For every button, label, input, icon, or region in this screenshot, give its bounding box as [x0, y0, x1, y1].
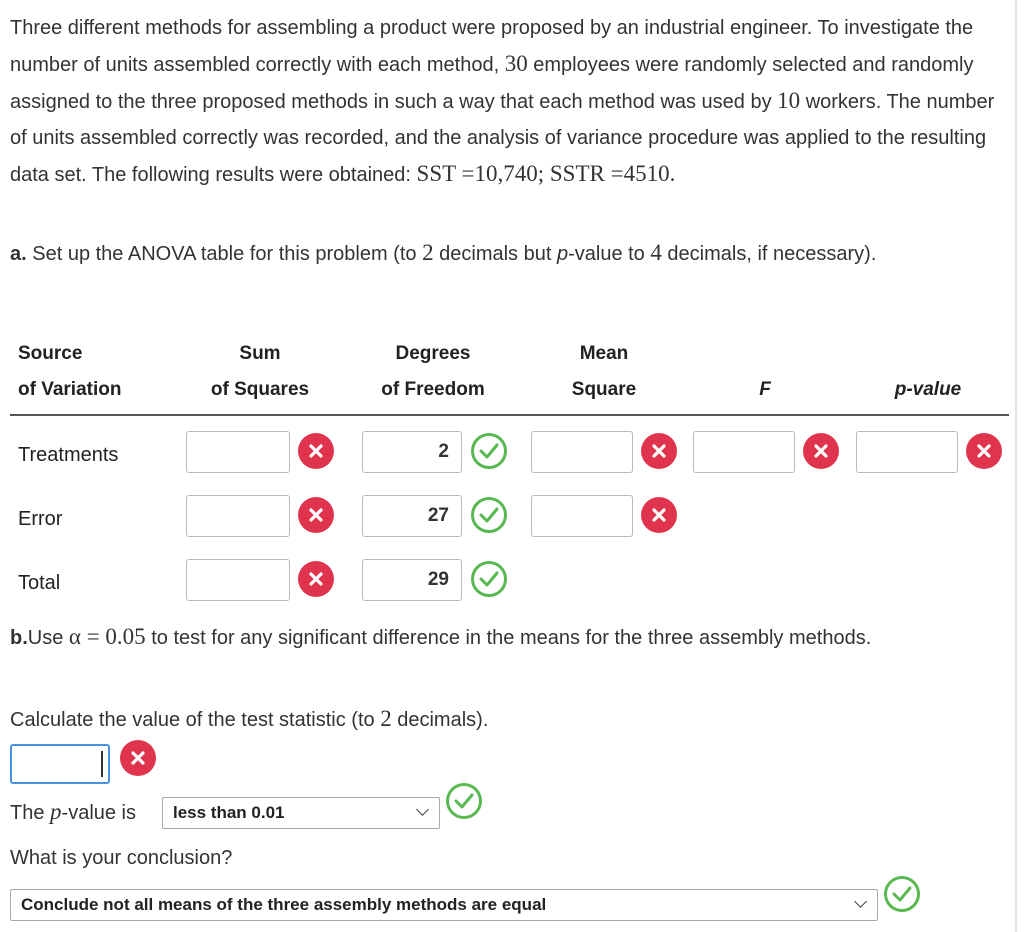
- header-source: Source of Variation: [18, 343, 122, 400]
- row-label-total: Total: [18, 572, 61, 594]
- wrong-icon: [298, 497, 334, 533]
- row-label-error: Error: [18, 508, 63, 530]
- row-label-treatments: Treatments: [18, 444, 119, 466]
- wrong-icon: [120, 740, 156, 776]
- table-header-rule: [10, 414, 1009, 416]
- total-ss-input[interactable]: [186, 559, 290, 601]
- total-df-input[interactable]: 29: [362, 559, 462, 601]
- check-icon: [446, 783, 482, 819]
- treatments-ss-input[interactable]: [186, 431, 290, 473]
- header-mean-square: Mean Square: [571, 343, 637, 400]
- conclusion-question: What is your conclusion?: [10, 847, 233, 869]
- error-df-input[interactable]: 27: [362, 495, 462, 537]
- part-a-instruction: a. Set up the ANOVA table for this problem (to 2 decimals but p-value to 4 decimals, if necessary).: [10, 240, 877, 265]
- wrong-icon: [298, 561, 334, 597]
- header-f: F: [759, 379, 771, 400]
- error-ss-input[interactable]: [186, 495, 290, 537]
- test-statistic-input[interactable]: [10, 744, 110, 784]
- wrong-icon: [641, 433, 677, 469]
- wrong-icon: [803, 433, 839, 469]
- treatments-df-input[interactable]: 2: [362, 431, 462, 473]
- wrong-icon: [641, 497, 677, 533]
- part-b-instruction: b.Use α = 0.05 to test for any significant difference in the means for the three assembly methods.: [10, 624, 872, 649]
- wrong-icon: [966, 433, 1002, 469]
- text-cursor: [101, 751, 103, 777]
- error-ms-input[interactable]: [531, 495, 633, 537]
- check-icon: [471, 497, 507, 533]
- problem-statement: Three different methods for assembling a product were proposed by an industrial engineer. To investigate the number of units assembled correctly with each method, 30 employees were randomly selected and randomly assigned to the three proposed methods in such a way that each method was used by 10 workers. The number of units assembled correctly was recorded, and the analysis of variance procedure was applied to the resulting data set. The following results were obtained: SST =10,740; SSTR =4510.: [10, 17, 995, 186]
- page-right-border: [1015, 0, 1017, 932]
- treatments-ms-input[interactable]: [531, 431, 633, 473]
- header-p-value: p-value: [894, 379, 962, 400]
- p-value-select-label: The p-value is: [10, 799, 137, 824]
- conclusion-select[interactable]: Conclude not all means of the three assembly methods are equal: [10, 889, 878, 921]
- header-degrees-of-freedom: Degrees of Freedom: [381, 343, 485, 400]
- treatments-f-input[interactable]: [693, 431, 795, 473]
- header-sum-of-squares: Sum of Squares: [210, 343, 310, 400]
- wrong-icon: [298, 433, 334, 469]
- p-value-select[interactable]: less than 0.01: [162, 797, 440, 829]
- treatments-p-value-input[interactable]: [856, 431, 958, 473]
- check-icon: [471, 561, 507, 597]
- check-icon: [884, 876, 920, 912]
- check-icon: [471, 433, 507, 469]
- test-statistic-prompt: Calculate the value of the test statistic (to 2 decimals).: [10, 706, 489, 731]
